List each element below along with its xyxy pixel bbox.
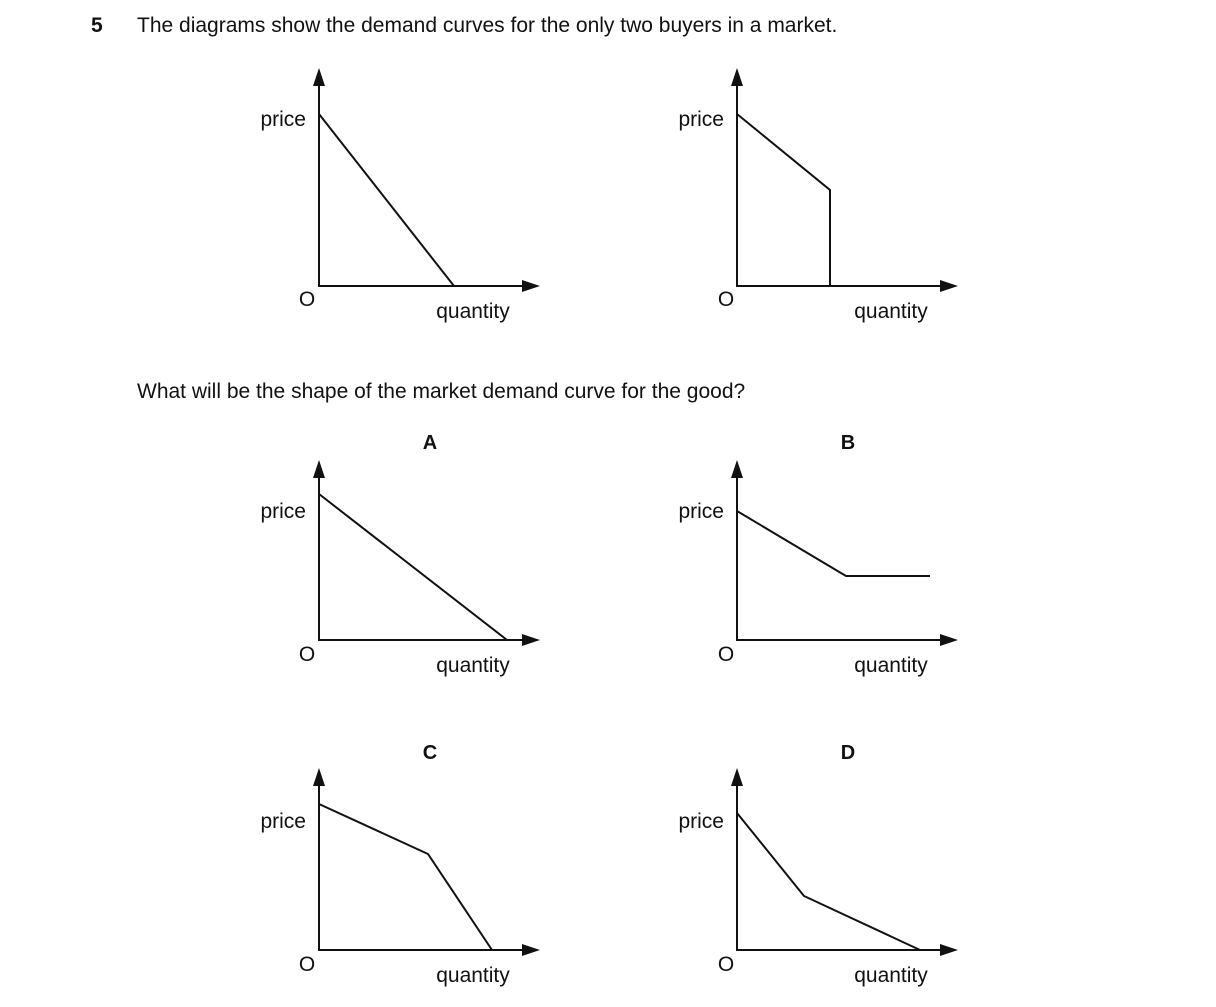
- option-b-letter[interactable]: B: [840, 432, 856, 454]
- x-axis-label: quantity: [854, 300, 928, 323]
- question-prompt: What will be the shape of the market demand curve for the good?: [137, 380, 746, 403]
- option-d-demand-curve: [737, 813, 920, 950]
- y-axis-label: price: [678, 108, 724, 131]
- x-axis-label: quantity: [854, 654, 928, 677]
- origin-label: O: [298, 643, 316, 666]
- y-axis-label: price: [260, 810, 306, 833]
- x-axis-label: quantity: [854, 964, 928, 987]
- origin-label: O: [717, 643, 735, 666]
- origin-label: O: [298, 288, 316, 311]
- y-axis-label: price: [260, 500, 306, 523]
- x-axis-label: quantity: [436, 654, 510, 677]
- origin-label: O: [717, 288, 735, 311]
- axes: [737, 780, 946, 950]
- x-axis-label: quantity: [436, 300, 510, 323]
- option-a-letter[interactable]: A: [422, 432, 438, 454]
- origin-label: O: [717, 953, 735, 976]
- origin-label: O: [298, 953, 316, 976]
- option-d-letter[interactable]: D: [840, 742, 856, 764]
- question-number: 5: [91, 14, 103, 37]
- x-axis-label: quantity: [436, 964, 510, 987]
- y-axis-label: price: [260, 108, 306, 131]
- y-axis-label: price: [678, 500, 724, 523]
- question-stem: The diagrams show the demand curves for the only two buyers in a market.: [137, 14, 838, 37]
- option-c-letter[interactable]: C: [422, 742, 438, 764]
- y-axis-label: price: [678, 810, 724, 833]
